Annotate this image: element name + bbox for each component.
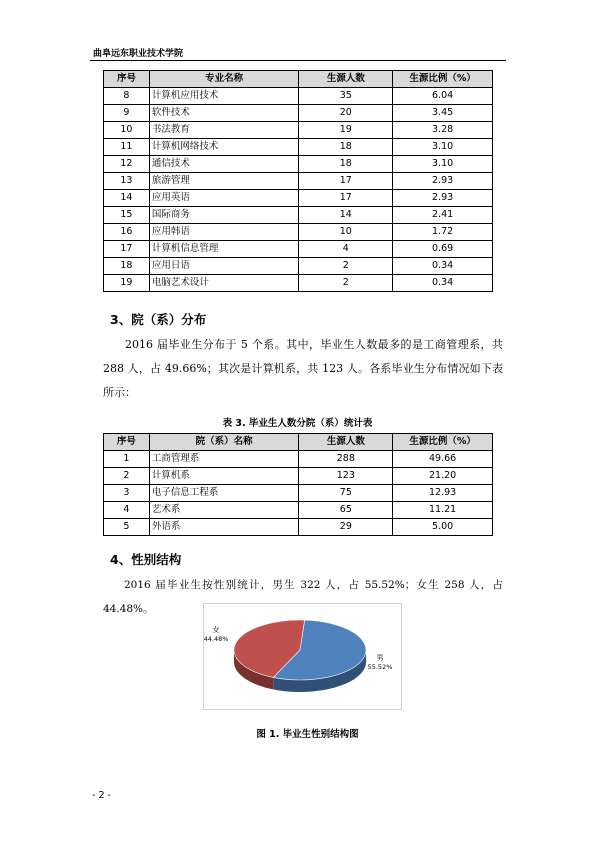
table-row [104,241,493,258]
cell-index: 16 [104,224,150,241]
cell-count: 123 [299,468,393,485]
cell-index: 11 [104,139,150,156]
cell-count: 75 [299,485,393,502]
col-header-index: 序号 [104,71,150,88]
cell-ratio: 3.10 [393,139,493,156]
cell-index: 17 [104,241,150,258]
cell-count: 2 [299,275,393,292]
header-rule [90,60,506,61]
cell-index: 8 [104,88,150,105]
col-header-ratio: 生源比例（%） [393,434,493,451]
document-header: 曲阜远东职业技术学院 [93,49,184,59]
cell-name: 计算机系 [149,468,299,485]
cell-index: 14 [104,190,150,207]
cell-name: 电脑艺术设计 [149,275,299,292]
cell-name: 应用韩语 [149,224,299,241]
cell-name: 外语系 [149,519,299,536]
pie-label-value-0: 55.52% [367,663,393,671]
cell-ratio: 3.28 [393,122,493,139]
table-header-row [104,434,493,451]
cell-index: 13 [104,173,150,190]
cell-name: 艺术系 [149,502,299,519]
cell-ratio: 11.21 [393,502,493,519]
cell-ratio: 21.20 [393,468,493,485]
cell-index: 3 [104,485,150,502]
cell-name: 工商管理系 [149,451,299,468]
cell-ratio: 1.72 [393,224,493,241]
pie-label-value-1: 44.48% [204,635,229,643]
cell-count: 10 [299,224,393,241]
cell-ratio: 0.34 [393,258,493,275]
table-row [104,190,493,207]
table-row [104,105,493,122]
department-table [103,433,493,536]
cell-index: 15 [104,207,150,224]
cell-name: 应用日语 [149,258,299,275]
table-3-caption: 表 3. 毕业生人数分院（系）统计表 [222,418,373,429]
table-row [104,156,493,173]
page-number: - 2 - [92,790,111,801]
table-row [104,275,493,292]
cell-name: 应用英语 [149,190,299,207]
cell-ratio: 49.66 [393,451,493,468]
section-4-heading: 4、性别结构 [110,552,182,567]
table-row [104,224,493,241]
cell-ratio: 12.93 [393,485,493,502]
cell-count: 18 [299,156,393,173]
major-table [103,70,493,292]
cell-index: 4 [104,502,150,519]
cell-name: 电子信息工程系 [149,485,299,502]
cell-index: 18 [104,258,150,275]
cell-ratio: 0.34 [393,275,493,292]
table-row [104,485,493,502]
pie-label-category-0: 男 [376,654,384,662]
cell-ratio: 2.41 [393,207,493,224]
section-3-paragraph: 2016 届毕业生分布于 5 个系。其中，毕业生人数最多的是工商管理系，共 288 人，占 49.66%；其次是计算机系，共 123 人。各系毕业生分布情况如下表所示： [103,338,503,399]
cell-index: 10 [104,122,150,139]
cell-name: 旅游管理 [149,173,299,190]
cell-count: 4 [299,241,393,258]
cell-ratio: 5.00 [393,519,493,536]
cell-name: 软件技术 [149,105,299,122]
col-header-count: 生源人数 [299,71,393,88]
table-row [104,519,493,536]
cell-index: 5 [104,519,150,536]
cell-index: 2 [104,468,150,485]
table-row [104,139,493,156]
cell-name: 书法教育 [149,122,299,139]
cell-index: 19 [104,275,150,292]
cell-name: 国际商务 [149,207,299,224]
cell-ratio: 0.69 [393,241,493,258]
cell-count: 2 [299,258,393,275]
section-4-paragraph: 2016 届毕业生按性别统计，男生 322 人，占 55.52%；女生 258 人，占 44.48%。 [103,579,503,615]
cell-ratio: 2.93 [393,173,493,190]
gender-pie-chart [204,604,401,709]
cell-name: 计算机信息管理 [149,241,299,258]
col-header-index: 序号 [104,434,150,451]
table-row [104,88,493,105]
col-header-ratio: 生源比例（%） [393,71,493,88]
cell-name: 通信技术 [149,156,299,173]
col-header-department: 院（系）名称 [149,434,299,451]
col-header-major: 专业名称 [149,71,299,88]
gender-pie-chart-frame [203,603,402,710]
table-row [104,258,493,275]
cell-count: 20 [299,105,393,122]
cell-name: 计算机网络技术 [149,139,299,156]
cell-ratio: 2.93 [393,190,493,207]
cell-index: 9 [104,105,150,122]
table-header-row [104,71,493,88]
cell-index: 12 [104,156,150,173]
cell-count: 65 [299,502,393,519]
cell-count: 17 [299,173,393,190]
cell-count: 35 [299,88,393,105]
table-row [104,207,493,224]
cell-count: 14 [299,207,393,224]
table-row [104,451,493,468]
table-row [104,122,493,139]
cell-count: 19 [299,122,393,139]
cell-name: 计算机应用技术 [149,88,299,105]
cell-count: 18 [299,139,393,156]
table-row [104,468,493,485]
cell-count: 29 [299,519,393,536]
pie-label-category-1: 女 [212,626,220,634]
table-row [104,502,493,519]
table-row [104,173,493,190]
cell-ratio: 3.10 [393,156,493,173]
section-3-heading: 3、院（系）分布 [110,312,207,327]
cell-count: 17 [299,190,393,207]
col-header-count: 生源人数 [299,434,393,451]
cell-count: 288 [299,451,393,468]
cell-index: 1 [104,451,150,468]
cell-ratio: 6.04 [393,88,493,105]
cell-ratio: 3.45 [393,105,493,122]
figure-1-caption: 图 1. 毕业生性别结构图 [256,729,359,740]
